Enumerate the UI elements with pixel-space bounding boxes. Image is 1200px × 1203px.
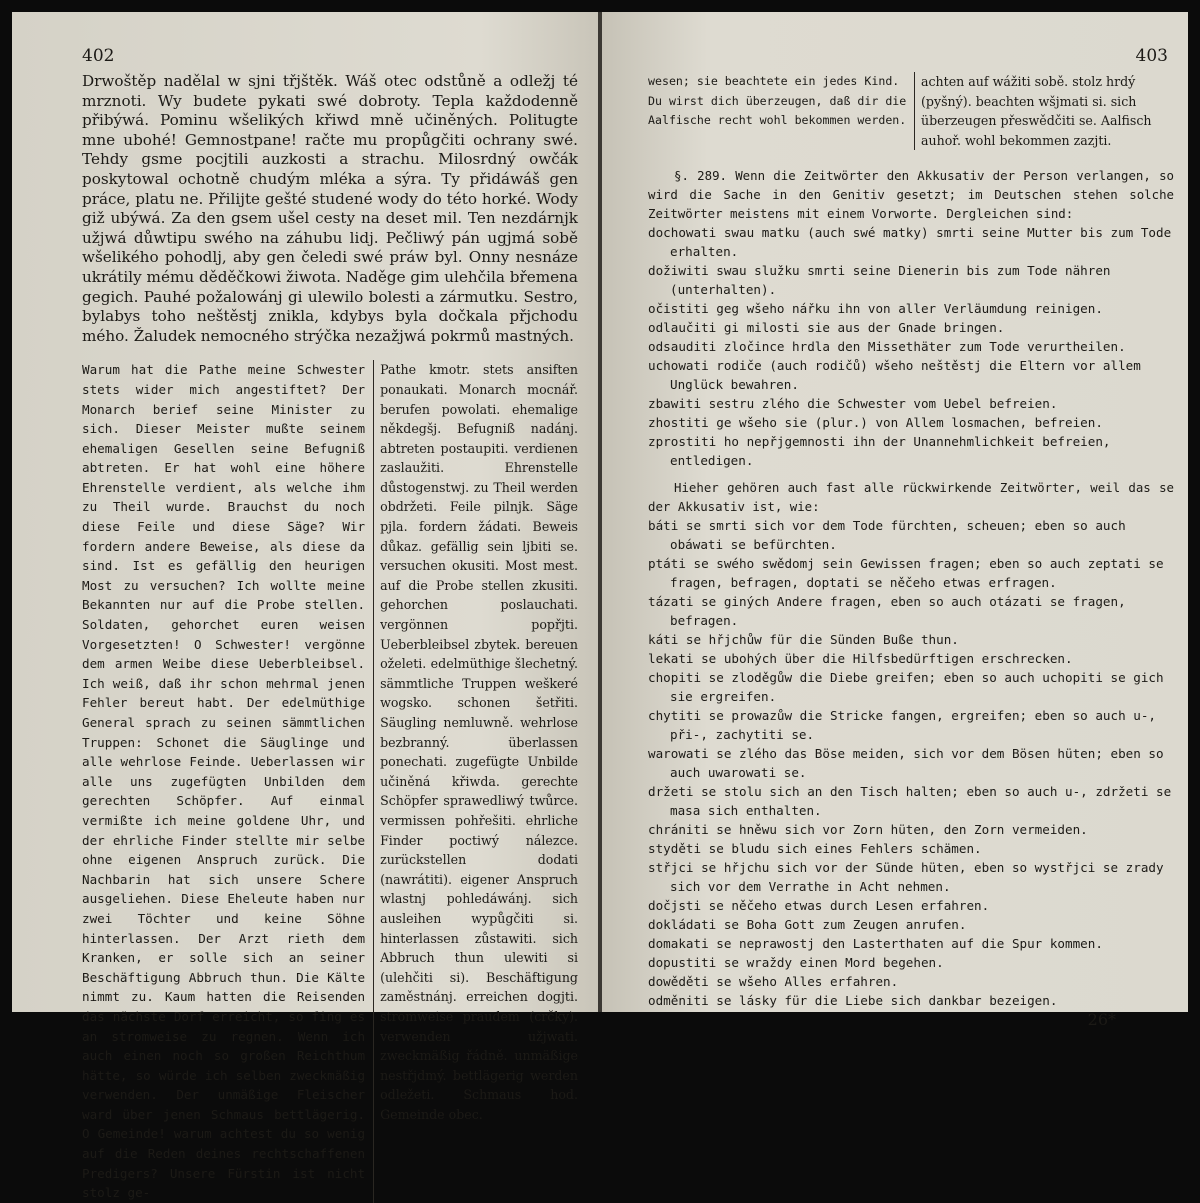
verb-entry: dočjsti se něčeho etwas durch Lesen erfahren. [648,898,990,914]
verb-entry: uchowati rodiče (auch rodičů) wšeho neštěstj die Eltern vor allem Unglück bewahren. [648,358,1141,393]
verb-entry: držeti se stolu sich an den Tisch halten; eben so auch u-, zdržeti se masa sich enthalten. [648,784,1172,819]
verb-entry: chrániti se hněwu sich vor Zorn hüten, den Zorn vermeiden. [648,822,1088,838]
verb-entry: domakati se neprawostj den Lasterthaten auf die Spur kommen. [648,936,1103,952]
book-spread [12,12,1188,1201]
exercise-columns [82,360,578,1203]
verb-entry: odměniti se lásky für die Liebe sich dankbar bezeigen. [648,993,1058,1009]
verb-entry: odsauditi zločince hrdla den Missethäter zum Tode verurtheilen. [648,339,1126,355]
continued-vocabulary: achten auf wážiti sobě. stolz hrdý (pyšný). beachten wšjmati si. sich überzeugen přeswědčiti se. Aalfisch auhoř. wohl bekommen zazjti. [914,72,1161,150]
section-289-intro: §. 289. Wenn die Zeitwörter den Akkusativ der Person verlangen, so wird die Sache in den Genitiv gesetzt; im Deutschen stehen solche Zeitwörter meistens mit einem Vorworte. Dergleichen sind: [648,168,1174,222]
verb-entry: dochowati swau matku (auch swé matky) smrti seine Mutter bis zum Tode erhalten. [648,225,1172,260]
page-number-right: 403 [1135,46,1168,66]
verb-entry: dowěděti se wšeho Alles erfahren. [648,974,899,990]
verb-entry: káti se hřjchůw für die Sünden Buße thun. [648,632,959,648]
verb-entry: střjci se hřjchu sich vor der Sünde hüten, eben so wystřjci se zrady sich vor dem Verrathe in Acht nehmen. [648,860,1164,895]
verb-entry: dožiwiti swau služku smrti seine Dienerin bis zum Tode nähren (unterhalten). [648,263,1111,298]
verb-entry: odlaučiti gi milosti sie aus der Gnade bringen. [648,320,1005,336]
verb-list-accusative-genitive [648,223,1174,470]
verb-entry: warowati se zlého das Böse meiden, sich vor dem Bösen hüten; eben so auch uwarowati se. [648,746,1164,781]
verb-list-reflexive [648,516,1174,1010]
left-page [12,12,598,1201]
continued-columns [648,72,1174,150]
german-exercise-column: Warum hat die Pathe meine Schwester stets wider mich angestiftet? Der Monarch berief seine Minister zu sich. Dieser Meister mußte seinem ehemaligen Gesellen seine Befugniß abtreten. Er hat wohl eine höhere Ehrenstelle verdient, als welche ihm zu Theil wurde. Brauchst du noch diese Feile und diese Säge? Wir fordern andere Beweise, als diese da sind. Ist es gefällig den heurigen Most zu versuchen? Ich wollte meine Bekannten nur auf die Probe stellen. Soldaten, gehorchet euren weisen Vorgesetzten! O Schwester! vergönne dem armen Weibe diese Ueberbleibsel. Ich weiß, daß ihr schon mehrmal jenen Fehler bereut habt. Der edelmüthige General sprach zu seinen sämmtlichen Truppen: Schonet die Säuglinge und alle wehrlose Feinde. Ueberlassen wir alle uns zugefügten Unbilden dem gerechten Schöpfer. Auf einmal vermißte ich meine goldene Uhr, und der ehrliche Finder stellte mir selbe ohne eigenen Anspruch zurück. Die Nachbarin hat sich unsere Schere ausgeliehen. Diese Eheleute haben nur zwei Töchter und keine Söhne hinterlassen. Der Arzt rieth dem Kranken, er solle sich an seiner Beschäftigung Abbruch thun. Die Kälte nimmt zu. Kaum hatten die Reisenden das nächste Dorf erreicht, so fing es an stromweise zu regnen. Wenn ich auch einen noch so großen Reichthum hätte, so würde ich selben zweckmäßig verwenden. Der unmäßige Fleischer ward über jenen Schmaus bettlägerig. O Gemeinde! warum achtest du so wenig auf die Reden deines rechtschaffenen Predigers? Unsere Fürstin ist nicht stolz ge- [82,360,374,1203]
vocabulary-column: Pathe kmotr. stets ansiften ponaukati. Monarch mocnář. berufen powolati. ehemalige někdegšj. Befugniß nadánj. abtreten postaupiti. verdienen zaslaužiti. Ehrenstelle důstogenstwj. zu Theil werden obdržeti. Feile pilnjk. Säge pjla. fordern žádati. Beweis důkaz. gefällig sein ljbiti se. versuchen okusiti. Most mest. auf die Probe stellen zkusiti. gehorchen poslauchati. vergönnen popřjti. Ueberbleibsel zbytek. bereuen oželeti. edelmüthige šlechetný. sämmtliche Truppen weškeré wogsko. schonen šetřiti. Säugling nemluwně. wehrlose bezbranný. überlassen ponechati. zugefügte Unbilde učiněná křiwda. gerechte Schöpfer sprawedliwý twůrce. vermissen pohřešiti. ehrliche Finder poctiwý nálezce. zurückstellen dodati (nawrátiti). eigener Anspruch wlastnj pohledáwánj. sich ausleihen wypůgčiti si. hinterlassen zůstawiti. sich Abbruch thun ulewiti si (ulehčiti si). Beschäftigung zaměstnánj. erreichen dogjti. stromweise praudem (crčky). verwenden užjwati. zweckmäßig řádně. unmäßige nestřjdmý. bettlägerig werden odležeti. Schmaus hod. Gemeinde obec. [380,362,578,1122]
reflexive-verbs-intro: Hieher gehören auch fast alle rückwirkende Zeitwörter, weil das se der Akkusativ ist, wie: [648,480,1174,515]
czech-exercise-paragraph: Drwoštěp nadělal w sjni třjštěk. Wáš otec odstůně a odležj té mrznoti. Wy budete pykati swé dobroty. Tepla každodenně přibýwá. Pominu wšelikých křiwd mně učiněných. Politugte mne ubohé! Gemnostpane! račte mu propůgčiti ochrany swé. Tehdy gsme pocjtili auzkosti a strachu. Milosrdný owčák poskytowal ochotně chudým mléka a sýra. Ty přidáwáš gen práce, platu ne. Přilijte gešté studené wody do této horké. Wody giž ubýwá. Za den gsem ušel cesty na deset mil. Ten nezdárnjk užjwá důwtipu swého na záhubu lidj. Pečliwý pán ugjmá sobě wšelikého pohodlj, aby gen čeledi swé práw byl. Onny nesnáze ukrátily mému děděčkowi žiwota. Naděge gim ulehčila břemena gegich. Pauhé požalowánj gi ulewilo bolesti a zármutku. Sestro, bylabys toho neštěstj znikla, kdybys byla dočkala přjchodu mého. Žaludek nemocného strýčka nezažjwá pokrmů mastných. [82,72,578,345]
page-number-left: 402 [82,46,115,66]
verb-entry: zhostiti ge wšeho sie (plur.) von Allem losmachen, befreien. [648,415,1103,431]
verb-entry: ptáti se swého swědomj sein Gewissen fragen; eben so auch zeptati se fragen, befragen, doptati se něčeho etwas erfragen. [648,556,1164,591]
verb-entry: tázati se giných Andere fragen, eben so auch otázati se fragen, befragen. [648,594,1126,629]
signature-mark: 26* [1087,1010,1116,1030]
right-page [602,12,1188,1030]
verb-entry: chytiti se prowazůw die Stricke fangen, ergreifen; eben so auch u-, při-, zachytiti se. [648,708,1156,743]
continued-german-text: wesen; sie beachtete ein jedes Kind. Du wirst dich überzeugen, daß dir die Aalfische recht wohl bekommen werden. [648,74,907,128]
verb-entry: lekati se ubohých über die Hilfsbedürftigen erschrecken. [648,651,1073,667]
verb-entry: očistiti geg wšeho nářku ihn von aller Verläumdung reinigen. [648,301,1103,317]
verb-entry: dokládati se Boha Gott zum Zeugen anrufen. [648,917,967,933]
verb-entry: zbawiti sestru zlého die Schwester vom Uebel befreien. [648,396,1058,412]
verb-entry: styděti se bludu sich eines Fehlers schämen. [648,841,982,857]
verb-entry: báti se smrti sich vor dem Tode fürchten, scheuen; eben so auch obáwati se befürchten. [648,518,1126,553]
verb-entry: chopiti se zloděgůw die Diebe greifen; eben so auch uchopiti se gich sie ergreifen. [648,670,1164,705]
verb-entry: dopustiti se wraždy einen Mord begehen. [648,955,944,971]
verb-entry: zprostiti ho nepřjgemnosti ihn der Unannehmlichkeit befreien, entledigen. [648,434,1111,469]
